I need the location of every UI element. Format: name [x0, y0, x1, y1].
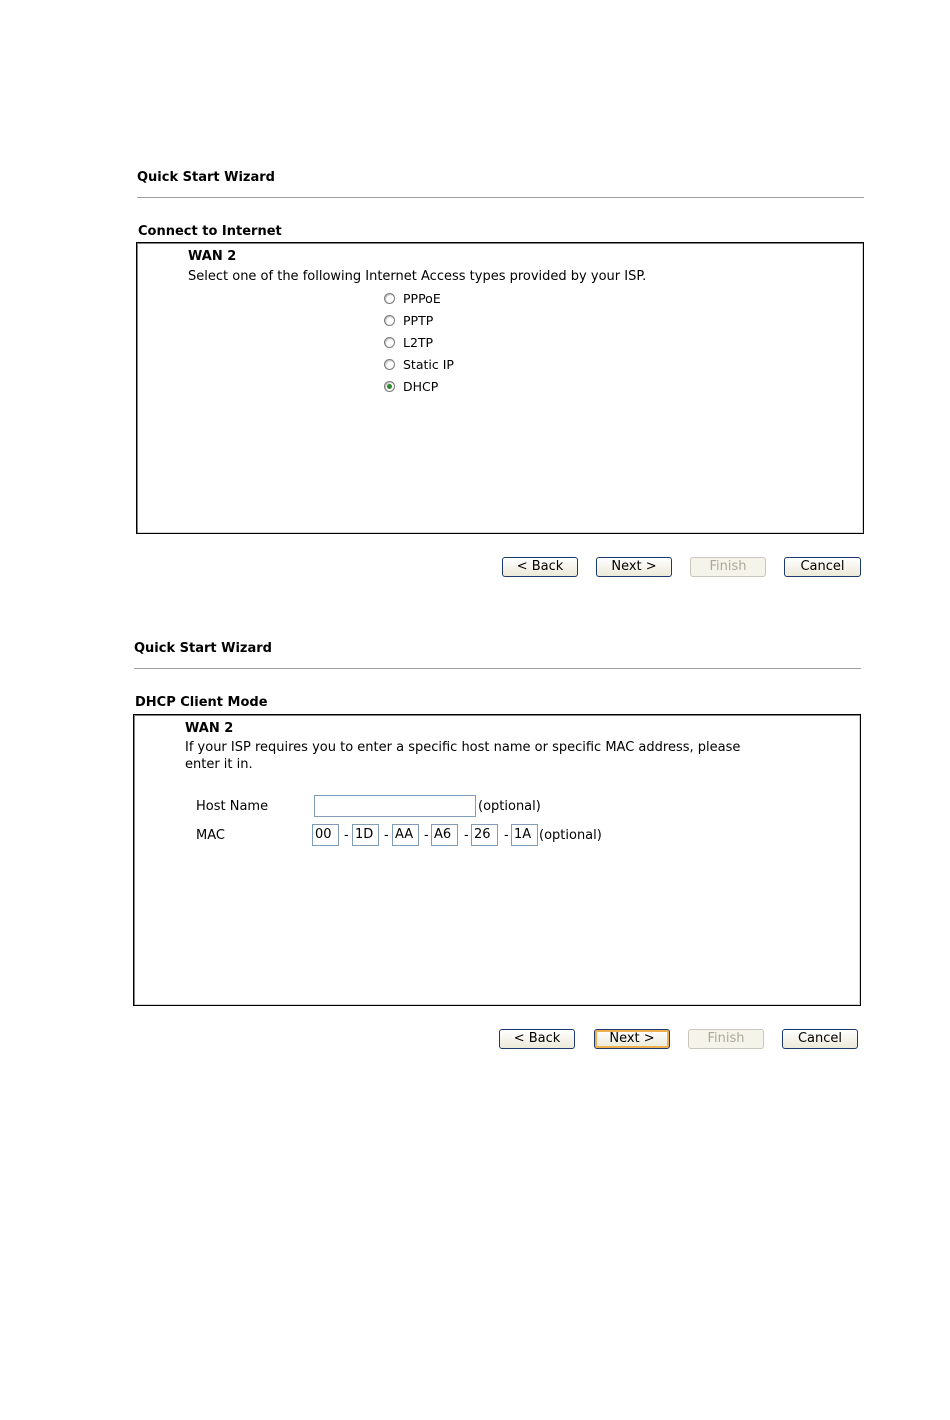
dhcp-description-line1: If your ISP requires you to enter a specific host name or specific MAC address, please	[185, 740, 741, 755]
finish-button-2[interactable]: Finish	[688, 1029, 764, 1049]
wan-label: WAN 2	[185, 721, 234, 736]
mac-field-5[interactable]: 26	[471, 824, 498, 846]
mac-field-6[interactable]: 1A	[511, 824, 538, 846]
radio-row-l2tp[interactable]	[384, 334, 433, 350]
section-title-dhcp: DHCP Client Mode	[135, 695, 268, 710]
mac-separator: -	[464, 828, 469, 843]
mac-field-1[interactable]: 00	[312, 824, 339, 846]
mac-field-4[interactable]: A6	[431, 824, 458, 846]
host-name-label: Host Name	[196, 799, 269, 814]
mac-optional: (optional)	[539, 828, 602, 843]
mac-label: MAC	[196, 828, 225, 843]
radio-row-dhcp[interactable]	[384, 378, 438, 394]
radio-label-dhcp: DHCP	[403, 378, 439, 394]
next-button-1[interactable]: Next >	[596, 557, 672, 577]
radio-label-static-ip: Static IP	[403, 356, 454, 372]
back-button-1[interactable]: < Back	[502, 557, 578, 577]
mac-separator: -	[384, 828, 389, 843]
radio-label-pptp: PPTP	[403, 312, 434, 328]
access-type-description: Select one of the following Internet Access types provided by your ISP.	[188, 269, 647, 284]
mac-field-3[interactable]: AA	[392, 824, 419, 846]
radio-l2tp[interactable]	[384, 337, 395, 348]
cancel-button-1[interactable]: Cancel	[784, 557, 861, 577]
radio-label-pppoe: PPPoE	[403, 290, 441, 306]
radio-row-pppoe[interactable]	[384, 290, 441, 306]
wan-label: WAN 2	[188, 249, 237, 264]
radio-label-l2tp: L2TP	[403, 334, 434, 350]
wizard-title-2: Quick Start Wizard	[134, 641, 272, 656]
mac-separator: -	[424, 828, 429, 843]
host-name-input[interactable]	[314, 795, 476, 817]
back-button-2[interactable]: < Back	[499, 1029, 575, 1049]
radio-row-pptp[interactable]	[384, 312, 433, 328]
title-divider-2	[134, 668, 861, 669]
radio-pppoe[interactable]	[384, 293, 395, 304]
radio-static-ip[interactable]	[384, 359, 395, 370]
dhcp-description-line2: enter it in.	[185, 757, 253, 772]
mac-separator: -	[504, 828, 509, 843]
mac-separator: -	[344, 828, 349, 843]
section-title-connect: Connect to Internet	[138, 224, 282, 239]
cancel-button-2[interactable]: Cancel	[782, 1029, 858, 1049]
host-name-optional: (optional)	[478, 799, 541, 814]
finish-button-1[interactable]: Finish	[690, 557, 766, 577]
mac-field-2[interactable]: 1D	[352, 824, 379, 846]
radio-pptp[interactable]	[384, 315, 395, 326]
wizard-title-1: Quick Start Wizard	[137, 170, 275, 185]
radio-dhcp[interactable]	[384, 381, 395, 392]
title-divider-1	[137, 197, 864, 198]
dhcp-panel	[133, 714, 861, 1006]
connect-panel	[136, 242, 864, 534]
radio-row-static-ip[interactable]	[384, 356, 454, 372]
next-button-2[interactable]: Next >	[594, 1029, 670, 1049]
